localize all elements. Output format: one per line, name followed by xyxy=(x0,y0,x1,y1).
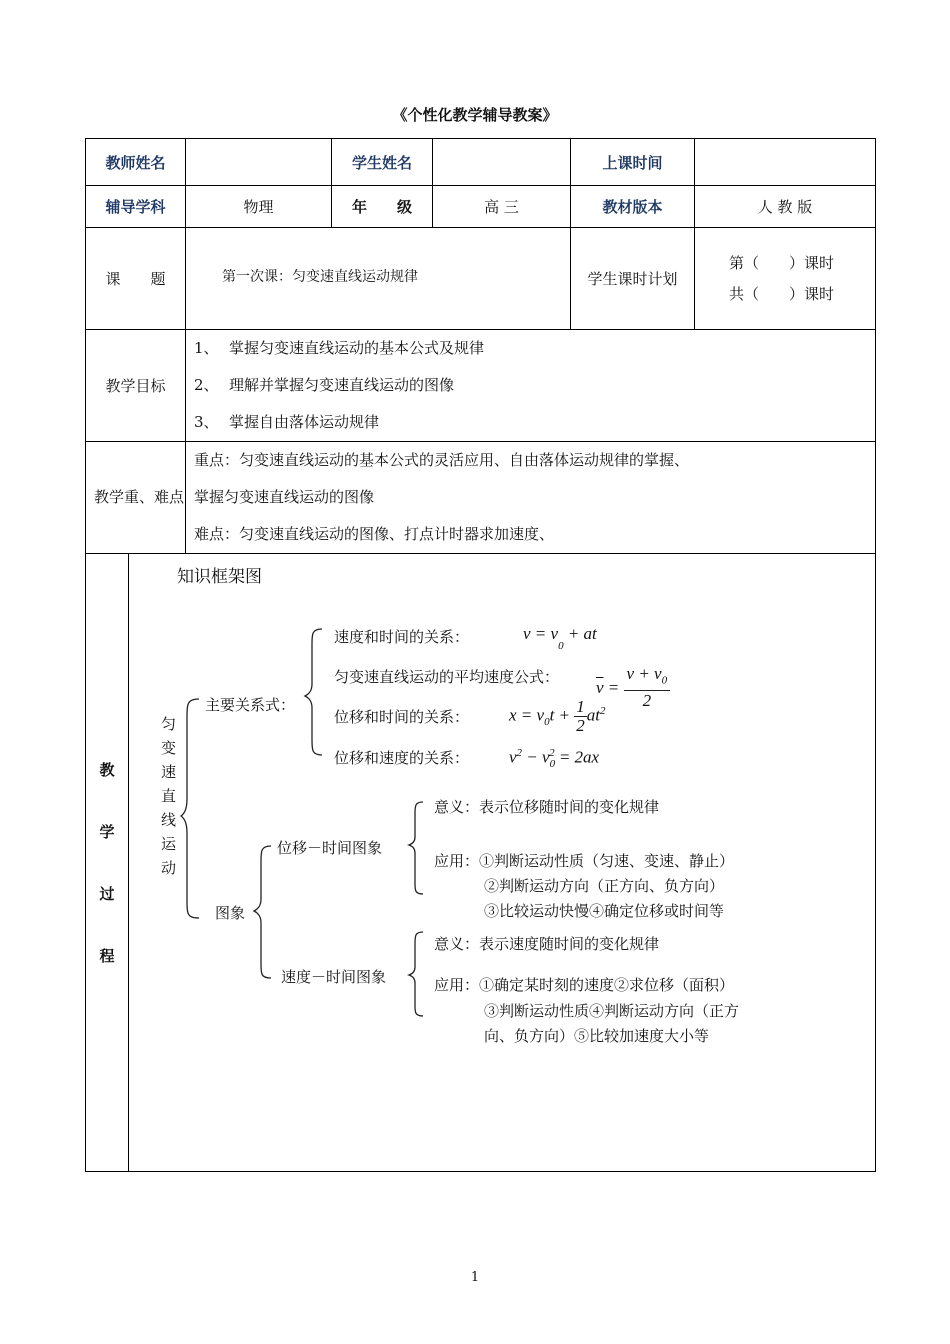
main-relations-label: 主要关系式： xyxy=(205,696,296,714)
key-point-line: 重点：匀变速直线运动的基本公式的灵活应用、自由落体运动规律的掌握、 xyxy=(194,451,690,469)
goal-item: 1、 掌握匀变速直线运动的基本公式及规律 xyxy=(194,339,485,357)
edition-value: 人 教 版 xyxy=(695,186,876,228)
relations-brace xyxy=(305,629,322,755)
grade-value: 高 三 xyxy=(433,186,571,228)
class-time-label: 上课时间 xyxy=(571,139,695,186)
page-number: 1 xyxy=(470,1270,480,1285)
displacement-velocity-relation: 位移和速度的关系： xyxy=(334,749,470,767)
student-name-value[interactable] xyxy=(433,139,571,186)
vt-application-2: ③判断运动性质④判断运动方向（正方 xyxy=(484,1002,740,1020)
lesson-plan-label: 学生课时计划 xyxy=(571,228,695,330)
framework-title: 知识框架图 xyxy=(177,567,262,587)
formula-displacement-time: $x = v_0t$ + $\frac{1}{2}$ $at^2$ xyxy=(509,697,606,735)
key-points-label: 教学重、难点 xyxy=(86,442,186,554)
goal-item: 3、 掌握自由落体运动规律 xyxy=(194,413,380,431)
goals-label: 教学目标 xyxy=(86,330,186,442)
vt-brace xyxy=(409,932,423,1016)
formula-displacement-velocity: $v^2 - v_0^2 = 2ax$ xyxy=(509,747,600,771)
goal-item: 2、 理解并掌握匀变速直线运动的图像 xyxy=(194,376,455,394)
teacher-name-value[interactable] xyxy=(186,139,332,186)
graphs-label: 图象 xyxy=(215,904,246,922)
row-goals xyxy=(86,330,876,442)
topic-value: 第一次课：匀变速直线运动规律 xyxy=(186,228,571,330)
goals-cell xyxy=(186,330,876,442)
row-process xyxy=(86,554,876,1172)
vt-meaning: 意义：表示速度随时间的变化规律 xyxy=(434,935,660,953)
graphs-brace xyxy=(254,846,271,978)
document-title: 《个性化教学辅导教案》 xyxy=(392,106,558,124)
xt-application-3: ③比较运动快慢④确定位移或时间等 xyxy=(484,902,725,920)
lesson-plan-cell xyxy=(695,228,876,330)
lesson-plan-table xyxy=(85,138,876,1172)
vt-application-3: 向、负方向）⑤比较加速度大小等 xyxy=(484,1027,710,1045)
class-time-value[interactable] xyxy=(695,139,876,186)
key-points-cell xyxy=(186,442,876,554)
vt-application-1: 应用：①确定某时刻的速度②求位移（面积） xyxy=(434,976,735,994)
key-point-line: 掌握匀变速直线运动的图像 xyxy=(194,488,375,506)
edition-label: 教材版本 xyxy=(571,186,695,228)
xt-brace xyxy=(409,802,423,894)
row-teacher xyxy=(86,139,876,186)
xt-graph-label: 位移－时间图象 xyxy=(277,839,383,857)
velocity-time-relation: 速度和时间的关系： xyxy=(334,628,470,646)
root-brace xyxy=(181,699,199,918)
vt-graph-label: 速度－时间图象 xyxy=(281,968,387,986)
key-point-line: 难点：匀变速直线运动的图像、打点计时器求加速度、 xyxy=(194,525,555,543)
xt-application-1: 应用：①判断运动性质（匀速、变速、静止） xyxy=(434,852,735,870)
row-subject xyxy=(86,186,876,228)
subject-label: 辅导学科 xyxy=(86,186,186,228)
student-name-label: 学生姓名 xyxy=(332,139,433,186)
framework-cell xyxy=(129,554,876,1172)
xt-meaning: 意义：表示位移随时间的变化规律 xyxy=(434,798,660,816)
grade-label: 年 级 xyxy=(332,186,433,228)
row-topic xyxy=(86,228,876,330)
subject-value: 物理 xyxy=(186,186,332,228)
formula-average-velocity: $\overline{v}$ = $\frac{v + v_0}{2}$ xyxy=(596,666,670,712)
lesson-plan-current: 第（ ）课时 xyxy=(729,253,835,272)
lesson-plan-total: 共（ ）课时 xyxy=(729,284,835,303)
row-key-points xyxy=(86,442,876,554)
process-label: 教 学 过 程 xyxy=(86,554,129,1172)
average-velocity-formula-label: 匀变速直线运动的平均速度公式： xyxy=(334,668,560,686)
formula-v-equals-v0-plus-at: $v = v_0$ + at xyxy=(523,624,597,653)
root-topic: 匀 变 速 直 线 运 动 xyxy=(161,715,177,877)
knowledge-framework xyxy=(129,554,875,1170)
displacement-time-relation: 位移和时间的关系： xyxy=(334,708,470,726)
teacher-name-label: 教师姓名 xyxy=(86,139,186,186)
xt-application-2: ②判断运动方向（正方向、负方向） xyxy=(484,877,725,895)
topic-label: 课 题 xyxy=(86,228,186,330)
